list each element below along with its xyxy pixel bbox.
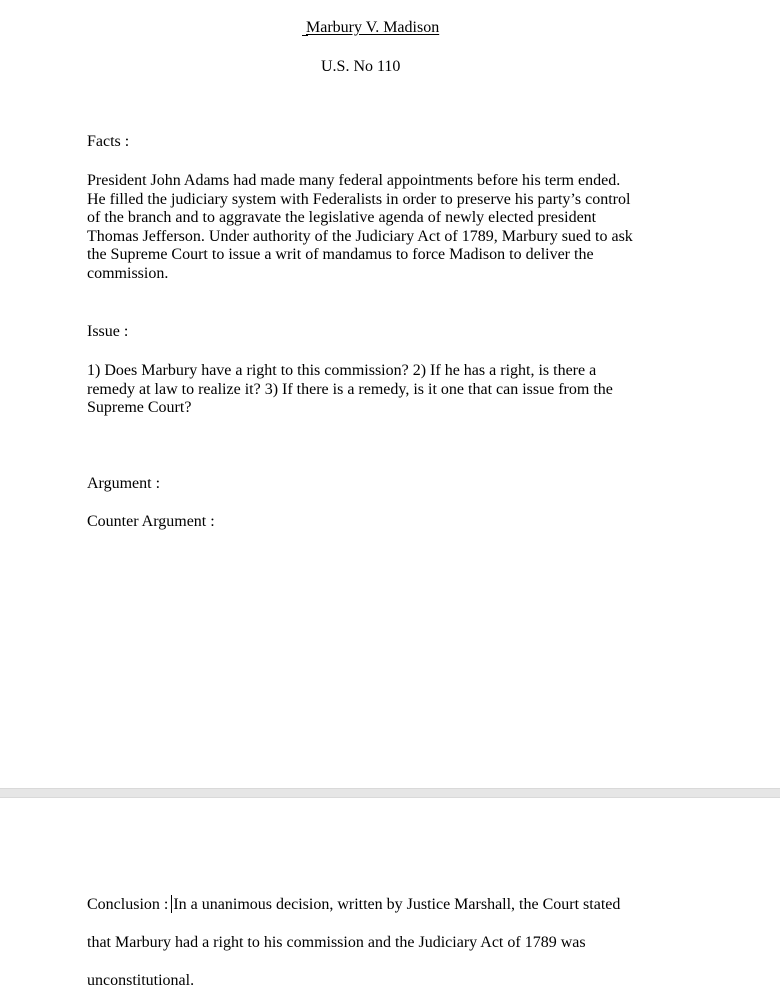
conclusion-line-2: that Marbury had a right to his commission and the Judiciary Act of 1789 was — [87, 934, 586, 951]
facts-line: He filled the judiciary system with Federalists in order to preserve his party’s control — [87, 190, 631, 208]
issue-line: 1) Does Marbury have a right to this commission? 2) If he has a right, is there a — [87, 362, 597, 379]
page-break-separator — [0, 788, 780, 798]
facts-paragraph — [87, 172, 727, 283]
facts-line: Thomas Jefferson. Under authority of the Judiciary Act of 1789, Marbury sued to ask — [87, 227, 633, 245]
issue-line: remedy at law to realize it? 3) If there is a remedy, is it one that can issue from the — [87, 380, 613, 398]
argument-heading: Argument : — [87, 475, 161, 492]
document-page-2[interactable] — [0, 798, 780, 1008]
facts-line: President John Adams had made many federal appointments before his term ended. — [87, 172, 621, 189]
facts-line: of the branch and to aggravate the legislative agenda of newly elected president — [87, 209, 597, 226]
facts-heading: Facts : — [87, 133, 130, 150]
document-title: Marbury V. Madison — [306, 19, 440, 36]
conclusion-line-3: unconstitutional. — [87, 972, 195, 989]
facts-line: commission. — [87, 264, 169, 282]
issue-line: Supreme Court? — [87, 399, 192, 416]
conclusion-heading: Conclusion : — [87, 896, 169, 913]
case-citation: U.S. No 110 — [321, 58, 401, 75]
issue-paragraph — [87, 362, 727, 418]
counter-argument-heading: Counter Argument : — [87, 513, 215, 530]
conclusion-line-1 — [87, 895, 727, 914]
issue-heading: Issue : — [87, 323, 129, 340]
conclusion-text: In a unanimous decision, written by Justice Marshall, the Court stated — [173, 896, 621, 913]
facts-line: the Supreme Court to issue a writ of mandamus to force Madison to deliver the — [87, 246, 594, 263]
